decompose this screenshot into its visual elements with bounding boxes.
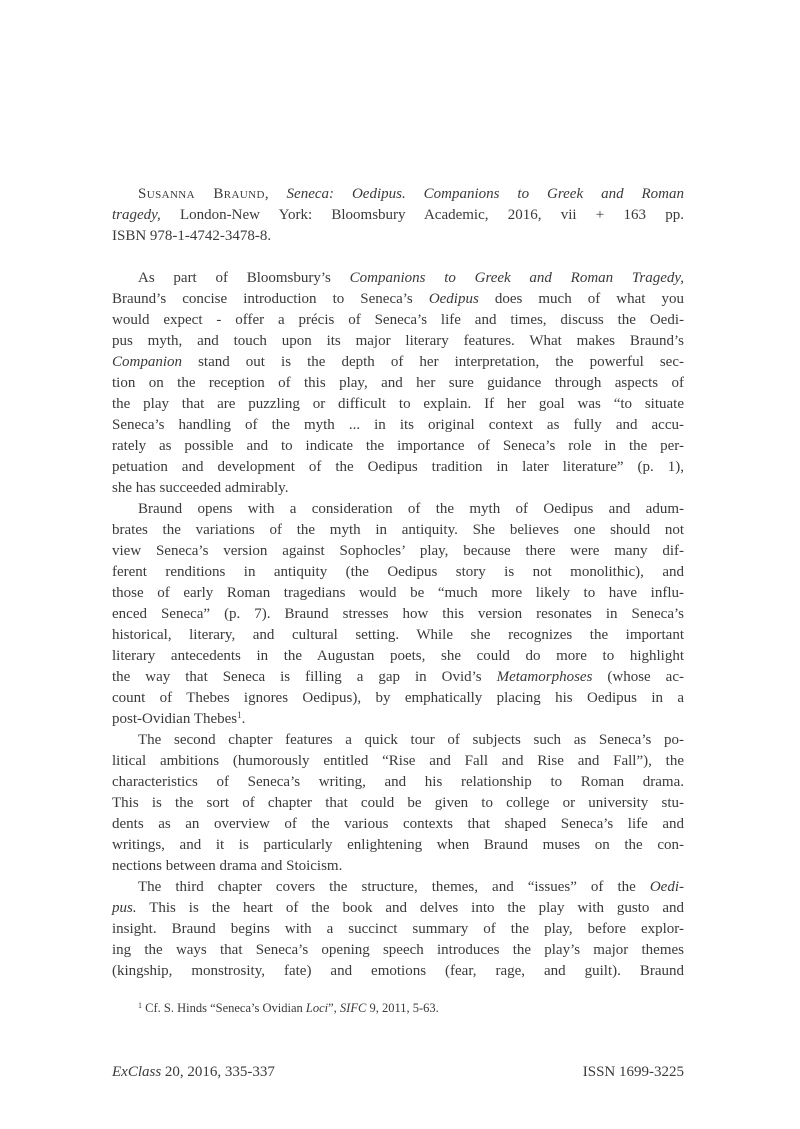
paragraph: The third chapter covers the structure, themes, and “issues” of the Oedi- pus. This is the heart of the book and delves into the play with gusto and insight. Braund begins with a succinct summary of the play, before explor- ing the ways that Seneca’s opening speech introduces the play’s major themes (kingship, monstrosity, fate) and emotions (fear, rage, and guilt). Braund <box>112 879 684 979</box>
review-body <box>112 268 684 982</box>
journal-volume-reference: ExClass 20, 2016, 335-337 <box>112 1064 275 1080</box>
review-citation-heading: Susanna Braund, Seneca: Oedipus. Companions to Greek and Roman tragedy, London-New York: Bloomsbury Academic, 2016, vii + 163 pp. ISBN 978-1-4742-3478-8. <box>112 186 684 244</box>
page-footer <box>112 1062 684 1083</box>
issn-number: ISSN 1699-3225 <box>582 1064 684 1080</box>
paragraph: The second chapter features a quick tour of subjects such as Seneca’s po- litical ambitions (humorously entitled “Rise and Fall and Rise and Fall”), the characteristics of Seneca’s writing, and his relationship to Roman drama. This is the sort of chapter that could be given to college or university stu- dents as an overview of the various contexts that shaped Seneca’s life and writings, and it is particularly enlightening when Braund muses on the con- nections between drama and Stoicism. <box>112 732 684 874</box>
footnote: $^1$ Cf. S. Hinds “Seneca’s Ovidian Loci”, SIFC 9, 2011, 5-63. <box>138 1001 439 1015</box>
paragraph: Braund opens with a consideration of the myth of Oedipus and adum- brates the variations of the myth in antiquity. She believes one should not view Seneca’s version against Sophocles’ play, because there were many dif- ferent renditions in antiquity (the Oedipus story is not monolithic), and those of early Roman tragedians would be “much more likely to have influ- enced Seneca” (p. 7). Braund stresses how this version resonates in Seneca’s historical, literary, and cultural setting. While she recognizes the important literary antecedents in the Augustan poets, she could do more to highlight the way that Seneca is filling a gap in Ovid’s Metamorphoses (whose ac- count of Thebes ignores Oedipus), by emphatically placing his Oedipus in a post-Ovidian Thebes$^1$. <box>112 501 684 727</box>
paragraph: As part of Bloomsbury’s Companions to Greek and Roman Tragedy, Braund’s concise introduction to Seneca’s Oedipus does much of what you would expect - offer a précis of Seneca’s life and times, discuss the Oedi- pus myth, and touch upon its major literary features. What makes Braund’s Companion stand out is the depth of her interpretation, the powerful sec- tion on the reception of this play, and her sure guidance through aspects of the play that are puzzling or difficult to explain. If her goal was “to situate Seneca’s handling of the myth ... in its original context as fully and accu- rately as possible and to indicate the importance of Seneca’s role in the per- petuation and development of the Oedipus tradition in later literature” (p. 1), she has succeeded admirably. <box>112 270 684 496</box>
text-block <box>112 184 684 1083</box>
